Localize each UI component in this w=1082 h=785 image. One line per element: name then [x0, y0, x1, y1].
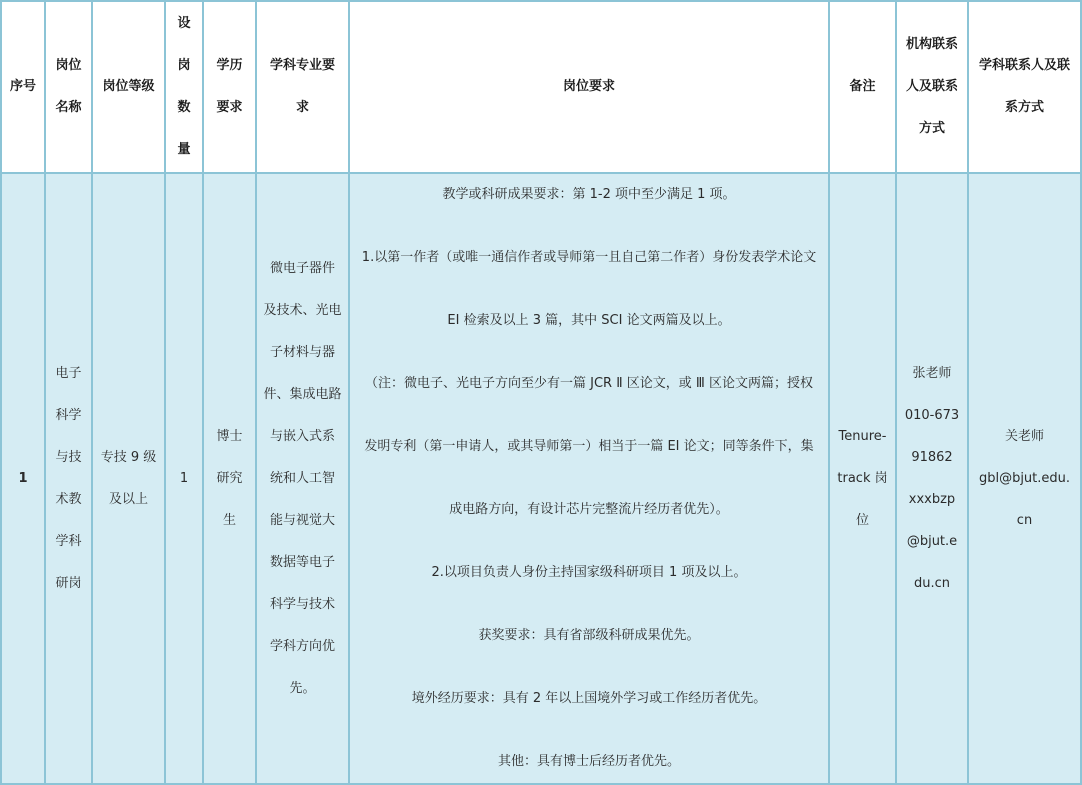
cell-org-contact: 张老师 010-673 91862 xxxbzp @bjut.e du.cn — [896, 173, 968, 784]
header-org-contact: 机构联系 人及联系 方式 — [896, 1, 968, 173]
header-post-count: 设 岗 数 量 — [165, 1, 203, 173]
header-post-name: 岗位 名称 — [45, 1, 92, 173]
header-education: 学历 要求 — [203, 1, 256, 173]
req-line-1: 1.以第一作者（或唯一通信作者或导师第一且自己第二作者）身份发表学术论文 — [361, 250, 817, 265]
header-seq: 序号 — [1, 1, 45, 173]
header-major: 学科专业要 求 — [256, 1, 349, 173]
header-row — [1, 1, 1081, 173]
header-post-level: 岗位等级 — [92, 1, 165, 173]
cell-education: 博士 研究 生 — [203, 173, 256, 784]
req-line-note-2: 发明专利（第一申请人，或其导师第一）相当于一篇 EI 论文；同等条件下，集 — [364, 439, 814, 454]
cell-remarks: Tenure- track 岗 位 — [829, 173, 896, 784]
cell-post-name: 电子 科学 与技 术教 学科 研岗 — [45, 173, 92, 784]
cell-post-level: 专技 9 级 及以上 — [92, 173, 165, 784]
cell-subject-contact: 关老师 gbl@bjut.edu. cn — [968, 173, 1081, 784]
header-subject-contact: 学科联系人及联 系方式 — [968, 1, 1081, 173]
cell-seq: 1 — [1, 173, 45, 784]
req-line-overseas: 境外经历要求：具有 2 年以上国境外学习或工作经历者优先。 — [411, 691, 767, 706]
req-line-achievement-header: 教学或科研成果要求：第 1-2 项中至少满足 1 项。 — [442, 187, 736, 202]
cell-major: 微电子器件 及技术、光电 子材料与器 件、集成电路 与嵌入式系 统和人工智 能与视觉大 数据等电子 科学与技术 学科方向优 先。 — [256, 173, 349, 784]
cell-requirements — [349, 173, 829, 784]
header-requirements: 岗位要求 — [349, 1, 829, 173]
req-line-note-3: 成电路方向，有设计芯片完整流片经历者优先）。 — [449, 502, 729, 517]
table-row — [1, 173, 1081, 784]
req-line-award: 获奖要求：具有省部级科研成果优先。 — [478, 628, 700, 643]
header-remarks: 备注 — [829, 1, 896, 173]
cell-post-count: 1 — [165, 173, 203, 784]
req-line-other: 其他：具有博士后经历者优先。 — [497, 754, 680, 769]
req-line-2: EI 检索及以上 3 篇，其中 SCI 论文两篇及以上。 — [447, 313, 731, 328]
req-line-note-1: （注：微电子、光电子方向至少有一篇 JCR Ⅱ 区论文，或 Ⅲ 区论文两篇；授权 — [365, 376, 813, 391]
req-line-project: 2.以项目负责人身份主持国家级科研项目 1 项及以上。 — [431, 565, 747, 580]
